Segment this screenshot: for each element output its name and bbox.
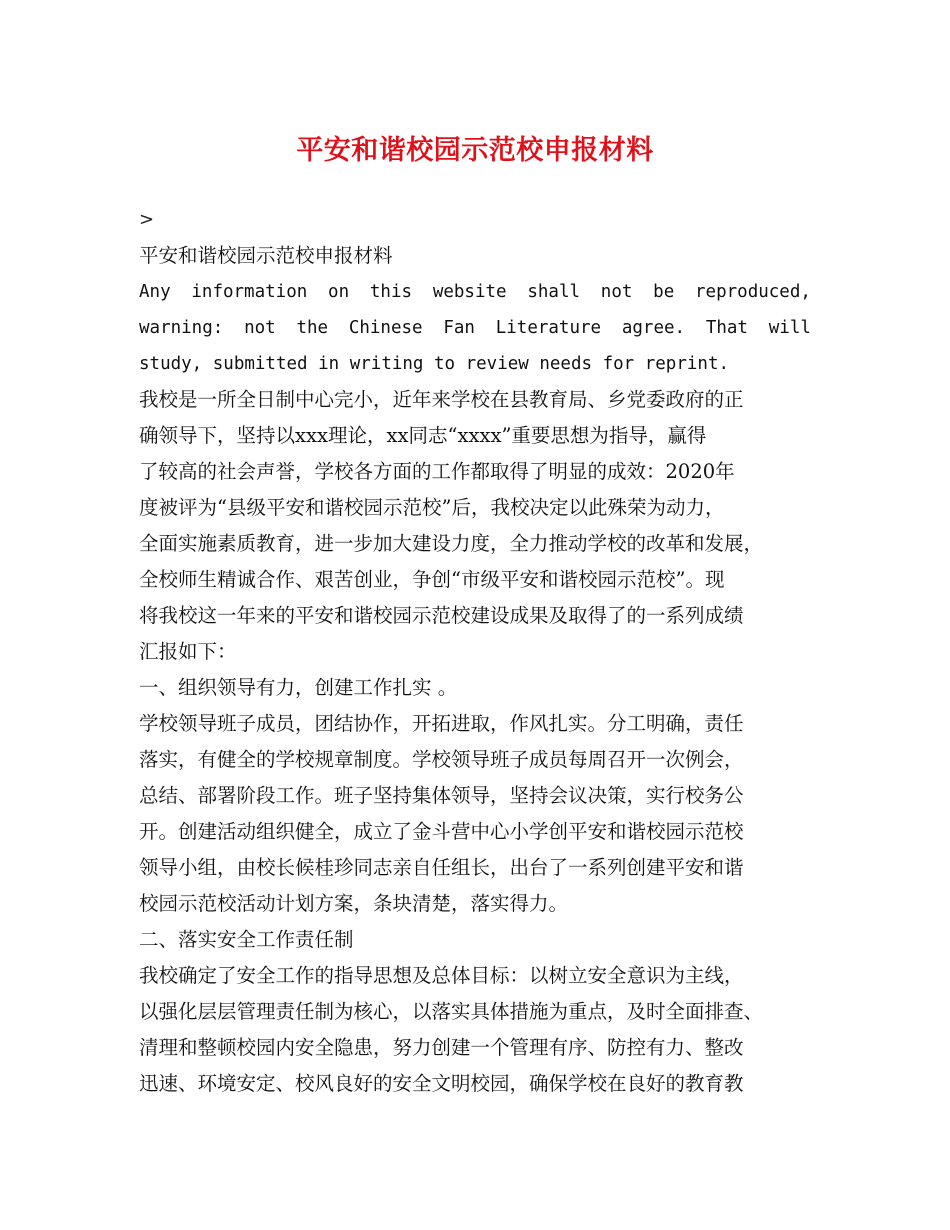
paragraph-line: 将我校这一年来的平安和谐校园示范校建设成果及取得了的一系列成绩 (139, 604, 744, 627)
paragraph-line: 校园示范校活动计划方案，条块清楚，落实得力。 (139, 892, 569, 915)
notice-word: be (653, 282, 675, 302)
notice-word: not (600, 282, 633, 302)
paragraph-line: 我校是一所全日制中心完小，近年来学校在县教育局、乡党委政府的正 (139, 388, 744, 411)
paragraph-line: 清理和整顿校园内安全隐患，努力创建一个管理有序、防控有力、整改 (139, 1036, 744, 1059)
document-body (139, 202, 829, 1102)
notice-word: on (328, 282, 350, 302)
paragraph-line: 度被评为“县级平安和谐校园示范校”后，我校决定以此殊荣为动力， (139, 496, 725, 519)
paragraph-line: 全校师生精诚合作、艰苦创业，争创“市级平安和谐校园示范校”。现 (139, 568, 725, 591)
notice-word: That (705, 318, 748, 338)
paragraph-line: 我校确定了安全工作的指导思想及总体目标：以树立安全意识为主线， (139, 964, 744, 987)
paragraph-line: 总结、部署阶段工作。班子坚持集体领导，坚持会议决策，实行校务公 (139, 784, 744, 807)
paragraph-line: 学校领导班子成员，团结协作，开拓进取，作风扎实。分工明确，责任 (139, 712, 744, 735)
notice-word: Literature (495, 318, 602, 338)
paragraph-line: 全面实施素质教育，进一步加大建设力度，全力推动学校的改革和发展， (139, 532, 764, 555)
notice-word: shall (527, 282, 581, 302)
notice-word: Any (139, 282, 171, 302)
section-heading-2: 二、落实安全工作责任制 (139, 928, 354, 951)
notice-line-3: study, submitted in writing to review needs for reprint. (139, 354, 730, 374)
notice-word: reproduced, (695, 282, 811, 302)
document-title: 平安和谐校园示范校申报材料 (296, 135, 654, 166)
notice-word: Chinese (348, 318, 423, 338)
paragraph-line: 了较高的社会声誉，学校各方面的工作都取得了明显的成效：2020年 (139, 460, 735, 483)
notice-word: not (244, 318, 276, 338)
paragraph-line: 汇报如下： (139, 640, 237, 663)
notice-word: agree. (621, 318, 686, 338)
notice-line-1 (139, 274, 811, 310)
notice-word: information (191, 282, 308, 302)
notice-word: this (369, 282, 413, 302)
notice-word: Fan (443, 318, 475, 338)
paragraph-line: 迅速、环境安定、校风良好的安全文明校园，确保学校在良好的教育教 (139, 1072, 744, 1095)
notice-line-2 (139, 310, 811, 346)
notice-word: warning: (139, 318, 224, 338)
paragraph-line: 领导小组，由校长候桂珍同志亲自任组长，出台了一系列创建平安和谐 (139, 856, 744, 879)
notice-word: website (432, 282, 507, 302)
paragraph-line: 以强化层层管理责任制为核心，以落实具体措施为重点，及时全面排查、 (139, 1000, 764, 1023)
section-heading-1: 一、组织领导有力，创建工作扎实 。 (139, 676, 458, 699)
paragraph-line: 确领导下，坚持以xxx理论，xx同志“xxxx”重要思想为指导，赢得 (139, 424, 707, 447)
document-subtitle: 平安和谐校园示范校申报材料 (139, 244, 393, 267)
marker-glyph: > (139, 209, 155, 230)
paragraph-line: 落实，有健全的学校规章制度。学校领导班子成员每周召开一次例会， (139, 748, 744, 771)
notice-word: will (768, 318, 811, 338)
notice-word: the (296, 318, 329, 338)
paragraph-line: 开。创建活动组织健全，成立了金斗营中心小学创平安和谐校园示范校 (139, 820, 744, 843)
